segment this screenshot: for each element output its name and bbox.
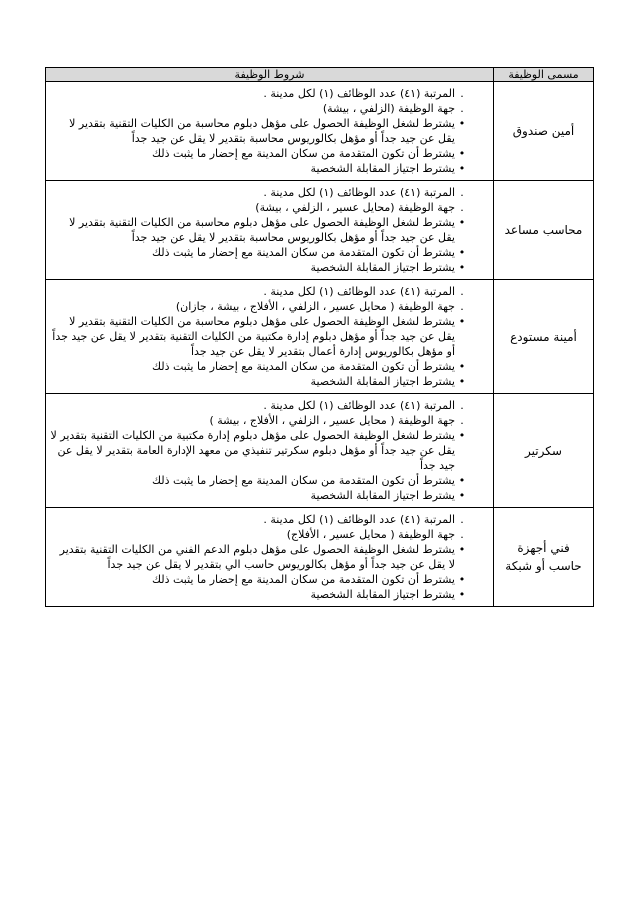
condition-item — [50, 314, 467, 359]
job-title: محاسب مساعد — [504, 223, 583, 237]
condition-text: يشترط لشغل الوظيفة الحصول على مؤهل دبلوم محاسبة من الكليات التقنية بتقدير لا يقل عن جيد جداً أو مؤهل بكالوريوس محاسبة بتقدير لا يقل عن جيد جداً — [69, 216, 455, 244]
condition-text: يشترط اجتياز المقابلة الشخصية — [310, 375, 455, 388]
bullet-marker: . — [460, 87, 464, 100]
bullet-marker: • — [458, 573, 466, 586]
condition-text: يشترط لشغل الوظيفة الحصول على مؤهل دبلوم إدارة مكتبية من الكليات التقنية بتقدير لا يقل عن جيد جداً أو مؤهل دبلوم سكرتير تنفيذي من معهد الإدارة العامة بتقدير لا يقل عن جيد جداً — [50, 429, 455, 472]
job-title-cell — [494, 280, 594, 394]
condition-text: يشترط لشغل الوظيفة الحصول على مؤهل دبلوم الدعم الفني من الكليات التقنية بتقدير لا يقل عن جيد جداً أو مؤهل بكالوريوس حاسب الي بتقدير لا يقل عن جيد جداً — [59, 543, 455, 571]
condition-text: جهة الوظيفة (محايل عسير ، الزلفي ، بيشة) — [255, 201, 455, 214]
condition-item — [50, 260, 467, 275]
bullet-marker: • — [458, 147, 466, 160]
bullet-marker: . — [460, 513, 464, 526]
condition-text: جهة الوظيفة ( محايل عسير ، الأفلاج) — [286, 528, 455, 541]
condition-text: جهة الوظيفة ( محايل عسير ، الزلفي ، الأفلاج ، بيشة ، جازان) — [175, 300, 455, 313]
condition-item — [50, 245, 467, 260]
condition-text: المرتبة (٤١) عدد الوظائف (١) لكل مدينة . — [263, 513, 455, 526]
condition-item — [50, 542, 467, 572]
job-row — [46, 394, 594, 508]
job-title-cell — [494, 82, 594, 181]
bullet-marker: • — [458, 474, 466, 487]
header-job-conditions: شروط الوظيفة — [46, 68, 494, 82]
bullet-marker: . — [460, 285, 464, 298]
bullet-marker: • — [458, 117, 466, 130]
condition-item — [50, 161, 467, 176]
bullet-marker: • — [458, 360, 466, 373]
condition-text: المرتبة (٤١) عدد الوظائف (١) لكل مدينة . — [263, 87, 455, 100]
bullet-marker: • — [458, 489, 466, 502]
condition-item — [50, 101, 467, 116]
conditions-list — [50, 512, 467, 602]
job-conditions-cell — [46, 508, 494, 607]
condition-text: يشترط أن تكون المتقدمة من سكان المدينة مع إحضار ما يثبت ذلك — [151, 147, 455, 160]
condition-text: يشترط لشغل الوظيفة الحصول على مؤهل دبلوم محاسبة من الكليات التقنية بتقدير لا يقل عن جيد جداً أو مؤهل دبلوم إدارة مكتبية من الكليات التقنية بتقدير لا يقل عن جيد جداً أو مؤهل بكالوريوس إدارة أعمال بتقدير لا يقل عن جيد جداً — [52, 315, 455, 358]
bullet-marker: • — [458, 315, 466, 328]
bullet-marker: . — [460, 300, 464, 313]
condition-text: يشترط أن تكون المتقدمة من سكان المدينة مع إحضار ما يثبت ذلك — [151, 573, 455, 586]
bullet-marker: • — [458, 588, 466, 601]
condition-item — [50, 200, 467, 215]
condition-item — [50, 473, 467, 488]
conditions-list — [50, 86, 467, 176]
condition-item — [50, 299, 467, 314]
job-title: أمينة مستودع — [510, 329, 577, 344]
table-header-row — [46, 68, 594, 82]
bullet-marker: • — [458, 543, 466, 556]
job-conditions-cell — [46, 82, 494, 181]
condition-item — [50, 587, 467, 602]
bullet-marker: • — [458, 216, 466, 229]
condition-text: يشترط أن تكون المتقدمة من سكان المدينة مع إحضار ما يثبت ذلك — [151, 246, 455, 259]
bullet-marker: . — [460, 414, 464, 427]
job-row — [46, 508, 594, 607]
conditions-list — [50, 185, 467, 275]
conditions-list — [50, 284, 467, 389]
bullet-marker: . — [460, 201, 464, 214]
job-conditions-cell — [46, 394, 494, 508]
conditions-list — [50, 398, 467, 503]
condition-item — [50, 398, 467, 413]
bullet-marker: . — [460, 102, 464, 115]
condition-item — [50, 116, 467, 146]
condition-item — [50, 146, 467, 161]
job-conditions-cell — [46, 280, 494, 394]
bullet-marker: • — [458, 246, 466, 259]
bullet-marker: . — [460, 528, 464, 541]
condition-item — [50, 215, 467, 245]
bullet-marker: . — [460, 186, 464, 199]
condition-item — [50, 488, 467, 503]
condition-item — [50, 284, 467, 299]
condition-item — [50, 185, 467, 200]
condition-item — [50, 527, 467, 542]
condition-item — [50, 413, 467, 428]
jobs-table — [45, 67, 594, 607]
condition-text: يشترط اجتياز المقابلة الشخصية — [310, 489, 455, 502]
job-conditions-cell — [46, 181, 494, 280]
job-row — [46, 181, 594, 280]
job-title: حاسب أو شبكة — [505, 559, 582, 573]
bullet-marker: . — [460, 399, 464, 412]
condition-text: يشترط لشغل الوظيفة الحصول على مؤهل دبلوم محاسبة من الكليات التقنية بتقدير لا يقل عن جيد جداً أو مؤهل بكالوريوس محاسبة بتقدير لا يقل عن جيد جداً — [69, 117, 455, 145]
condition-item — [50, 428, 467, 473]
condition-text: يشترط أن تكون المتقدمة من سكان المدينة مع إحضار ما يثبت ذلك — [151, 360, 455, 373]
condition-text: جهة الوظيفة ( محايل عسير ، الزلفي ، الأفلاج ، بيشة ) — [209, 414, 455, 427]
condition-item — [50, 374, 467, 389]
condition-text: يشترط أن تكون المتقدمة من سكان المدينة مع إحضار ما يثبت ذلك — [151, 474, 455, 487]
bullet-marker: • — [458, 375, 466, 388]
condition-text: يشترط اجتياز المقابلة الشخصية — [310, 162, 455, 175]
condition-item — [50, 359, 467, 374]
job-title: فني أجهزة — [517, 541, 570, 555]
job-row — [46, 82, 594, 181]
job-title-cell — [494, 181, 594, 280]
condition-item — [50, 86, 467, 101]
bullet-marker: • — [458, 429, 466, 442]
condition-text: المرتبة (٤١) عدد الوظائف (١) لكل مدينة . — [263, 186, 455, 199]
condition-item — [50, 572, 467, 587]
job-title: سكرتير — [525, 443, 562, 458]
bullet-marker: • — [458, 162, 466, 175]
job-row — [46, 280, 594, 394]
condition-text: يشترط اجتياز المقابلة الشخصية — [310, 588, 455, 601]
condition-text: يشترط اجتياز المقابلة الشخصية — [310, 261, 455, 274]
condition-item — [50, 512, 467, 527]
condition-text: المرتبة (٤١) عدد الوظائف (١) لكل مدينة . — [263, 399, 455, 412]
header-job-title: مسمى الوظيفة — [494, 68, 594, 82]
bullet-marker: • — [458, 261, 466, 274]
job-title-cell — [494, 508, 594, 607]
job-title-cell — [494, 394, 594, 508]
condition-text: المرتبة (٤١) عدد الوظائف (١) لكل مدينة . — [263, 285, 455, 298]
job-title: أمين صندوق — [512, 124, 575, 138]
condition-text: جهة الوظيفة (الزلفي ، بيشة) — [322, 102, 455, 115]
